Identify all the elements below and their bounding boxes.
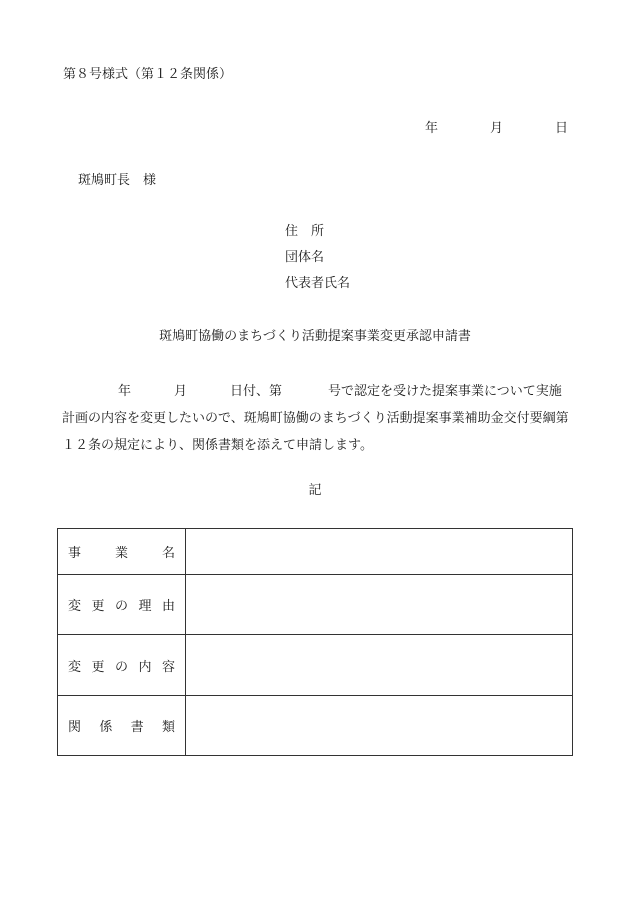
document-title: 斑鳩町協働のまちづくり活動提案事業変更承認申請書: [159, 329, 471, 344]
applicant-block: [285, 225, 350, 303]
table-row: [58, 696, 573, 756]
body-month: 月: [174, 384, 188, 399]
applicant-address-label: 住 所: [285, 224, 325, 239]
row-label-project-name: 事業名: [58, 529, 186, 575]
row-value-project-name[interactable]: [186, 529, 573, 575]
addressee: 斑鳩町長 様: [78, 173, 157, 188]
row-label-related-documents: 関係書類: [58, 696, 186, 756]
table-row: [58, 529, 573, 575]
row-value-related-documents[interactable]: [186, 696, 573, 756]
date-line: [425, 122, 568, 135]
date-day: 日: [554, 121, 568, 136]
body-paragraph: [62, 378, 570, 459]
row-label-change-content: 変更の内容: [58, 635, 186, 696]
applicant-representative-label: 代表者氏名: [285, 276, 351, 291]
form-number: 第８号様式（第１２条関係）: [63, 67, 233, 82]
table-row: [58, 635, 573, 696]
row-value-change-content[interactable]: [186, 635, 573, 696]
applicant-organization-label: 団体名: [285, 250, 325, 265]
ki-heading: 記: [308, 483, 322, 498]
row-label-change-reason: 変更の理由: [58, 575, 186, 635]
body-day-prefix: 日付、第: [230, 384, 283, 399]
body-number-suffix: 号で認定を受けた提案事業について実施計画の内容を変更したいので、斑鳩町協働のまちづくり活動提案事業補助金交付要綱第１２条の規定により、関係書類を添えて申請します。: [62, 384, 569, 453]
date-year: 年: [424, 121, 438, 136]
body-year: 年: [118, 384, 132, 399]
date-month: 月: [489, 121, 503, 136]
table-row: [58, 575, 573, 635]
row-value-change-reason[interactable]: [186, 575, 573, 635]
item-table: [57, 528, 573, 756]
